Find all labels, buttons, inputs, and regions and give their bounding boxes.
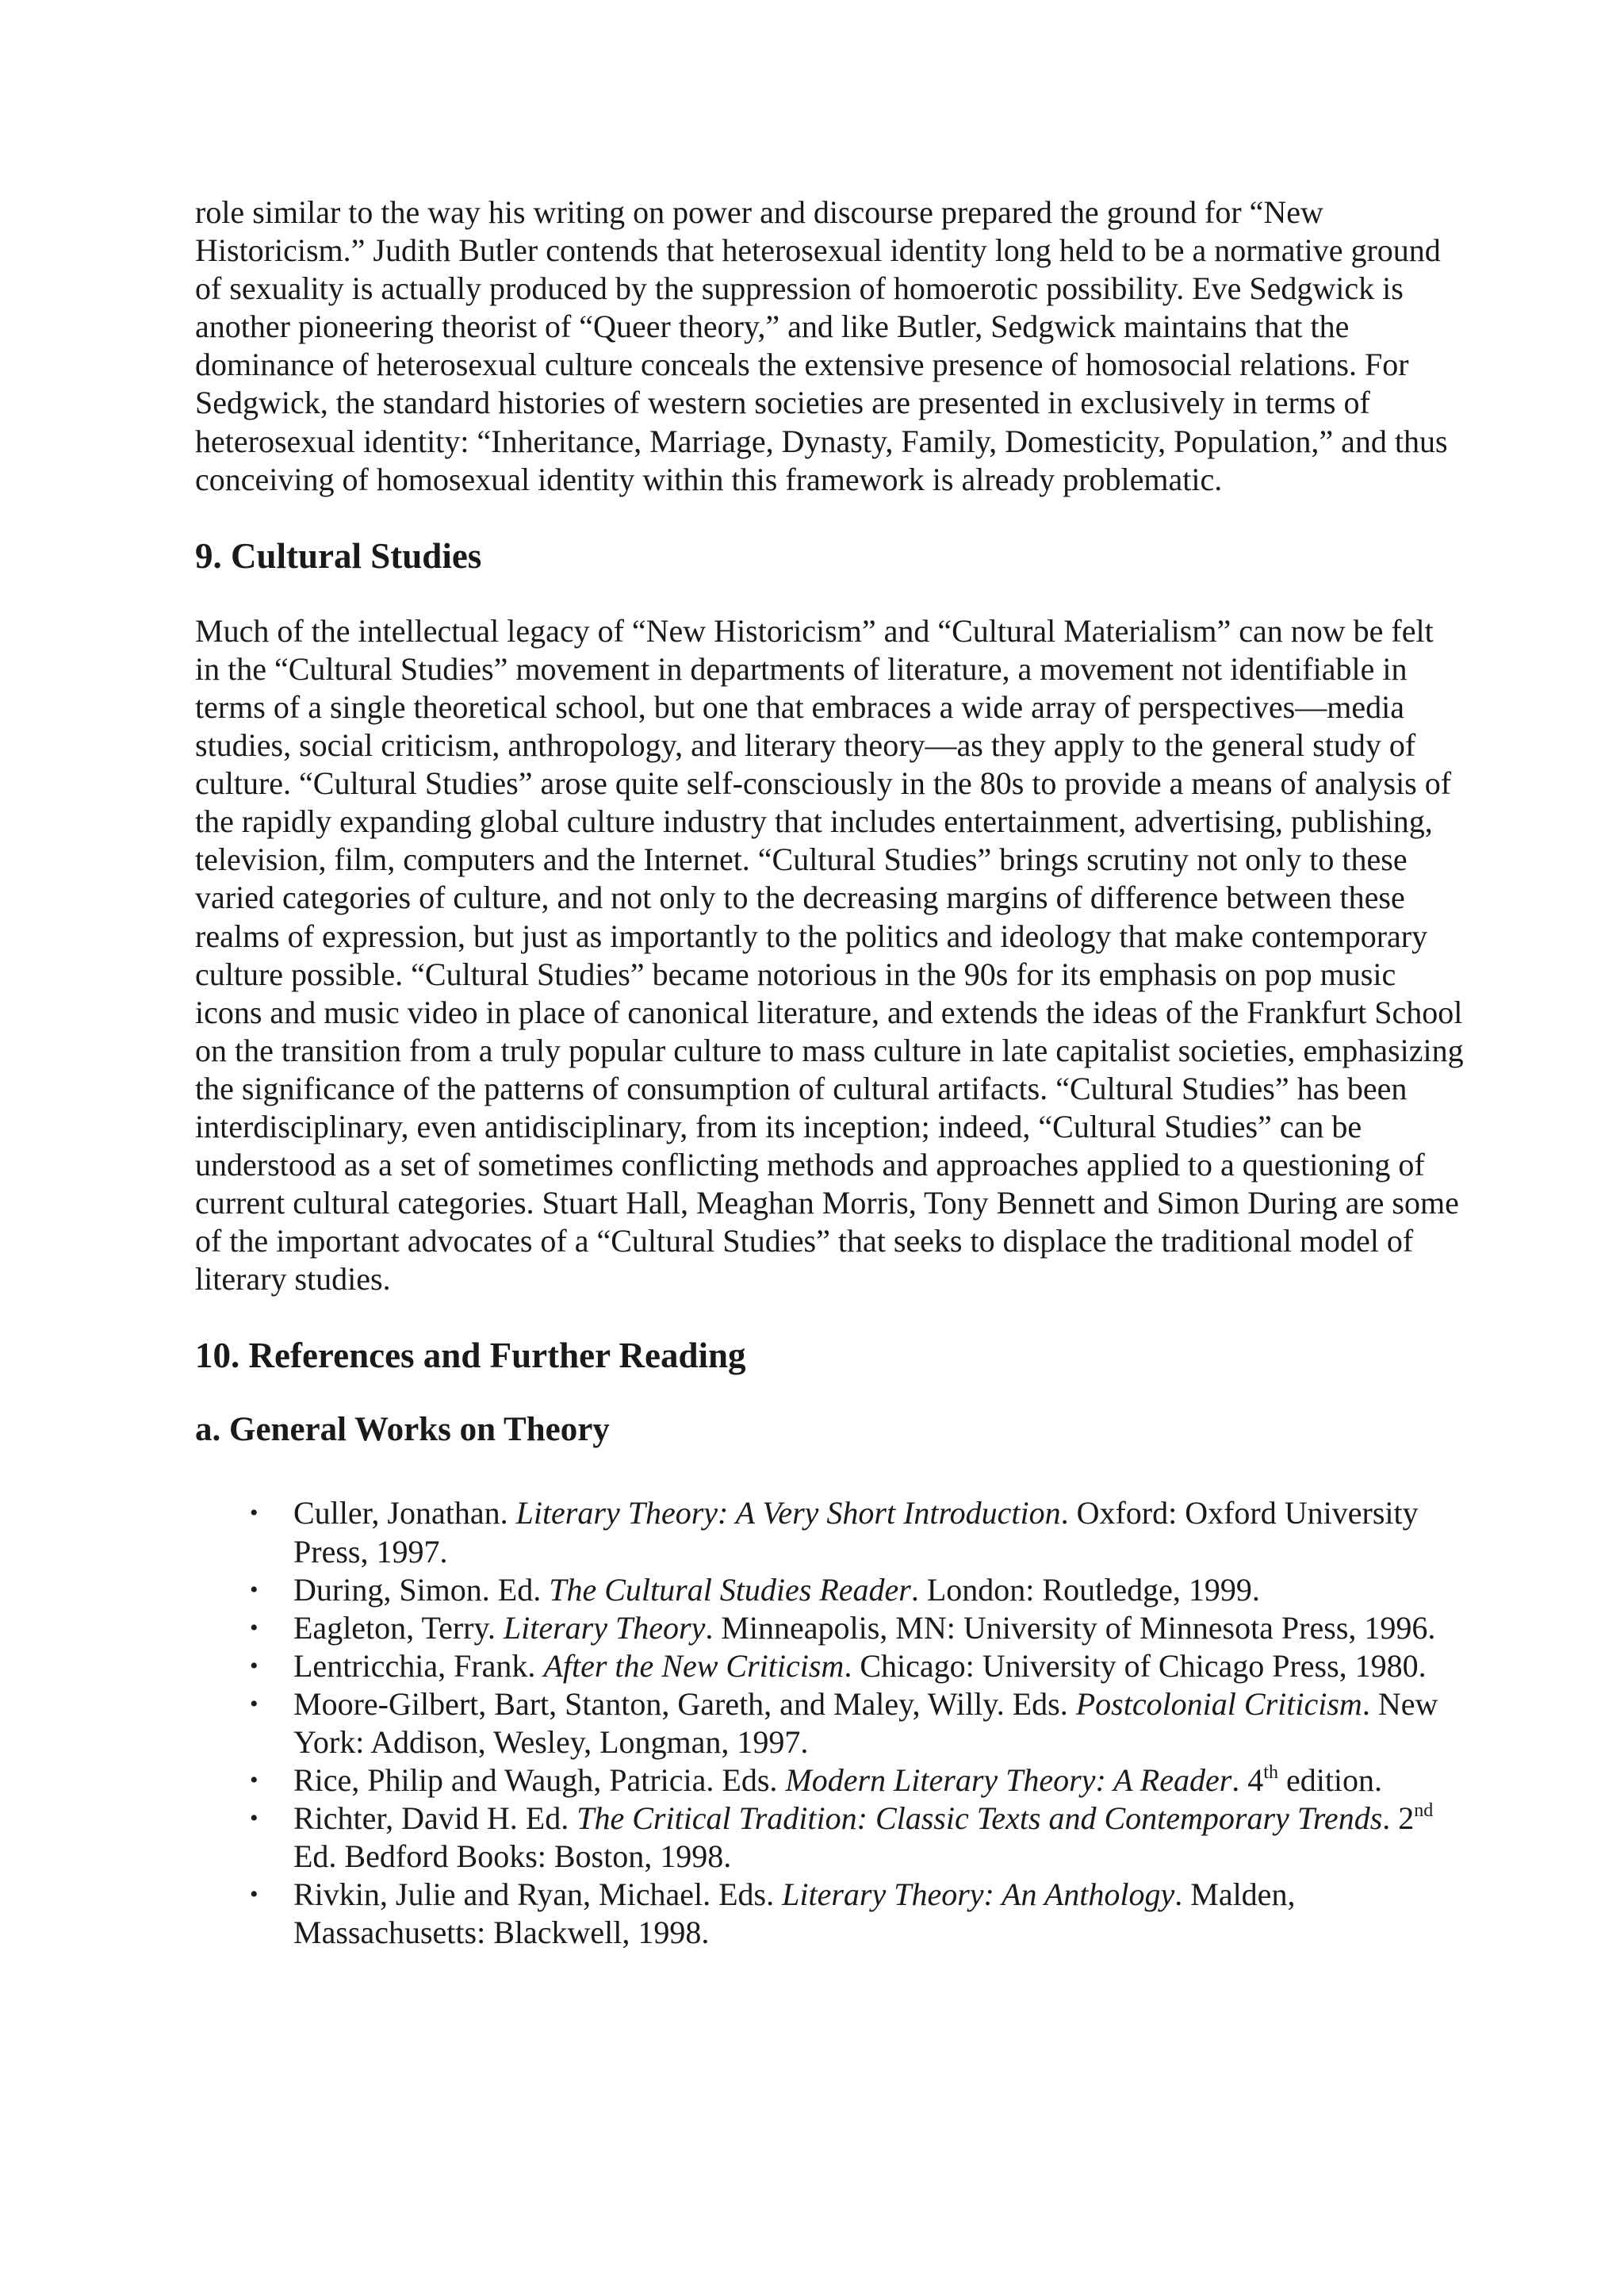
section-heading-cultural-studies: 9. Cultural Studies bbox=[195, 535, 482, 576]
reference-title: Modern Literary Theory: A Reader bbox=[785, 1762, 1232, 1799]
bullet-icon: • bbox=[250, 1881, 259, 1908]
reference-title: The Cultural Studies Reader bbox=[549, 1571, 911, 1608]
reference-item: • Rice, Philip and Waugh, Patricia. Eds. Modern Literary Theory: A Reader. 4th edition. bbox=[195, 1761, 1464, 1800]
bullet-icon: • bbox=[250, 1614, 259, 1641]
reference-title: The Critical Tradition: Classic Texts and Contemporary Trends bbox=[576, 1800, 1383, 1837]
bullet-icon: • bbox=[250, 1576, 259, 1603]
reference-title: After the New Criticism bbox=[543, 1647, 845, 1684]
reference-item: • Moore-Gilbert, Bart, Stanton, Gareth, and Maley, Willy. Eds. Postcolonial Criticism. New York: Addison, Wesley, Longman, 1997. bbox=[250, 1685, 1438, 1760]
bullet-icon: • bbox=[250, 1690, 259, 1717]
reference-title: Literary Theory bbox=[503, 1609, 706, 1646]
bullet-icon: • bbox=[250, 1767, 259, 1794]
ordinal-suffix: nd bbox=[1414, 1800, 1434, 1821]
ordinal-suffix: th bbox=[1263, 1761, 1278, 1783]
subsection-heading-general-works: a. General Works on Theory bbox=[195, 1411, 610, 1449]
bullet-icon: • bbox=[250, 1805, 259, 1832]
reference-item: • Eagleton, Terry. Literary Theory. Minneapolis, MN: University of Minnesota Press, 1996. bbox=[195, 1609, 1464, 1647]
reference-list bbox=[195, 1494, 1464, 1952]
reference-title: Postcolonial Criticism bbox=[1075, 1685, 1362, 1722]
document-page bbox=[195, 194, 1464, 1953]
section-heading-references: 10. References and Further Reading bbox=[195, 1336, 746, 1376]
reference-item: • During, Simon. Ed. The Cultural Studies Reader. London: Routledge, 1999. bbox=[195, 1571, 1464, 1609]
reference-item: • Lentricchia, Frank. After the New Criticism. Chicago: University of Chicago Press, 1980. bbox=[195, 1647, 1464, 1685]
bullet-icon: • bbox=[250, 1500, 259, 1527]
reference-title: Literary Theory: An Anthology bbox=[782, 1876, 1175, 1913]
reference-title: Literary Theory: A Very Short Introduction bbox=[515, 1495, 1061, 1531]
reference-item: • Richter, David H. Ed. The Critical Tradition: Classic Texts and Contemporary Trends. 2nd Ed. Bedford Books: Boston, 1998. bbox=[250, 1800, 1434, 1875]
bullet-icon: • bbox=[250, 1652, 259, 1679]
intro-paragraph: role similar to the way his writing on power and discourse prepared the ground for “New Historicism.” Judith Butler contends that heterosexual identity long held to be a normative ground of sexuality is actually produced by the suppression of homoerotic possibility. Eve Sedgwick is another pioneering theorist of “Queer theory,” and like Butler, Sedgwick maintains that the dominance of heterosexual culture conceals the extensive presence of homosocial relations. For Sedgwick, the standard histories of western societies are presented in exclusively in terms of heterosexual identity: “Inheritance, Marriage, Dynasty, Family, Domesticity, Population,” and thus conceiving of homosexual identity within this framework is already problematic. bbox=[195, 194, 1448, 497]
cultural-studies-paragraph: Much of the intellectual legacy of “New Historicism” and “Cultural Materialism” can now be felt in the “Cultural Studies” movement in departments of literature, a movement not identifiable in terms of a single theoretical school, but one that embraces a wide array of perspectives—media studies, social criticism, anthropology, and literary theory—as they apply to the general study of culture. “Cultural Studies” arose quite self-consciously in the 80s to provide a means of analysis of the rapidly expanding global culture industry that includes entertainment, advertising, publishing, television, film, computers and the Internet. “Cultural Studies” brings scrutiny not only to these varied categories of culture, and not only to the decreasing margins of difference between these realms of expression, but just as importantly to the politics and ideology that make contemporary culture possible. “Cultural Studies” became notorious in the 90s for its emphasis on pop music icons and music video in place of canonical literature, and extends the ideas of the Frankfurt School on the transition from a truly popular culture to mass culture in late capitalist societies, emphasizing the significance of the patterns of consumption of cultural artifacts. “Cultural Studies” has been interdisciplinary, even antidisciplinary, from its inception; indeed, “Cultural Studies” can be understood as a set of sometimes conflicting methods and approaches applied to a questioning of current cultural categories. Stuart Hall, Meaghan Morris, Tony Bennett and Simon During are some of the important advocates of a “Cultural Studies” that seeks to displace the traditional model of literary studies. bbox=[195, 612, 1464, 1297]
reference-item: • Culler, Jonathan. Literary Theory: A Very Short Introduction. Oxford: Oxford University Press, 1997. bbox=[250, 1495, 1419, 1570]
reference-item: • Rivkin, Julie and Ryan, Michael. Eds. Literary Theory: An Anthology. Malden, Massachusetts: Blackwell, 1998. bbox=[250, 1876, 1296, 1951]
